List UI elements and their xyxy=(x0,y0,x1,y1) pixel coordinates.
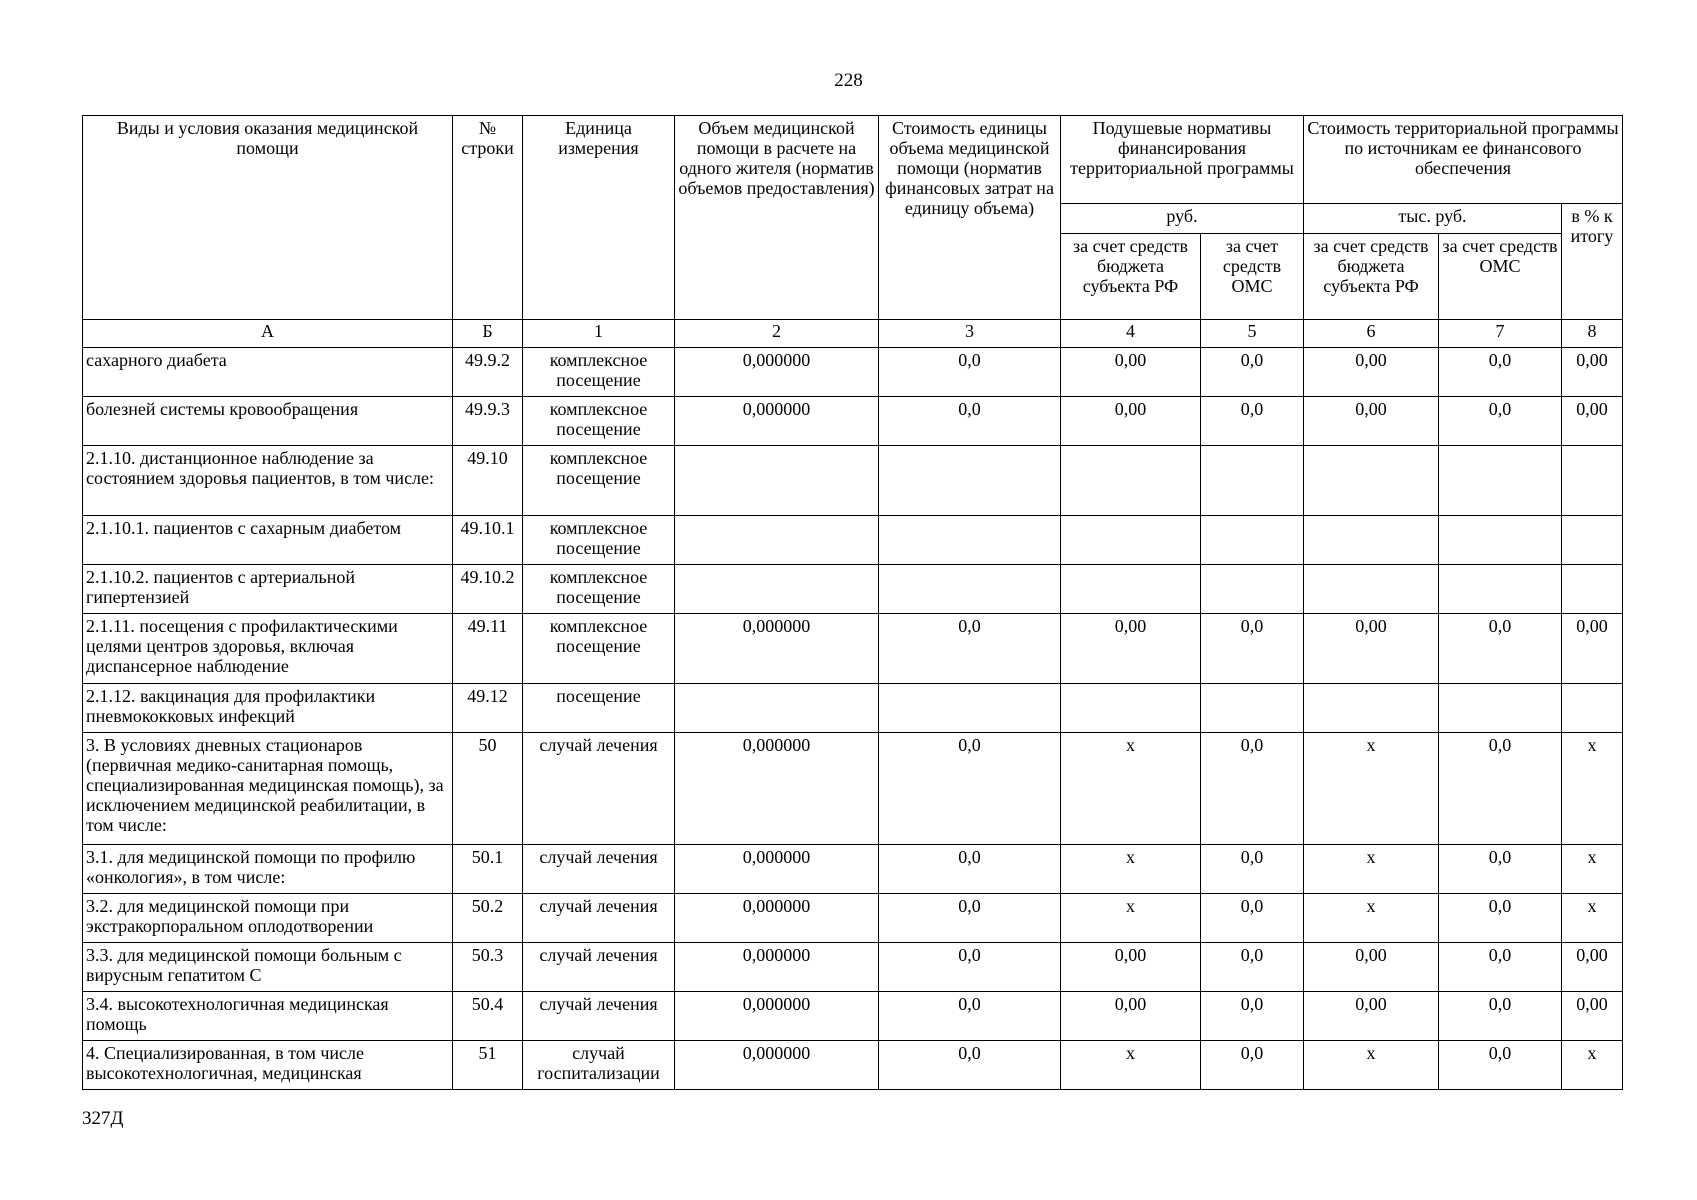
row-name: 3.4. высокотехнологичная медицинская помощь xyxy=(83,992,453,1041)
row-unit-cost: 0,0 xyxy=(879,1041,1061,1090)
row-cost-oms: 0,0 xyxy=(1439,348,1562,397)
row-percent xyxy=(1562,516,1623,565)
row-name: 3.1. для медицинской помощи по профилю «онкология», в том числе: xyxy=(83,845,453,894)
row-code: 49.9.3 xyxy=(453,397,523,446)
row-unit: комплексное посещение xyxy=(523,614,675,684)
table-row xyxy=(83,614,1623,684)
header-col6: за счет средств бюджета субъекта РФ xyxy=(1304,234,1439,320)
row-code: 49.12 xyxy=(453,684,523,733)
row-percent: x xyxy=(1562,733,1623,845)
row-volume: 0,000000 xyxy=(675,733,879,845)
header-col5: за счет средств ОМС xyxy=(1201,234,1304,320)
row-pc-oms: 0,0 xyxy=(1201,397,1304,446)
row-percent xyxy=(1562,565,1623,614)
row-volume: 0,000000 xyxy=(675,1041,879,1090)
row-cost-oms: 0,0 xyxy=(1439,733,1562,845)
row-pc-oms: 0,0 xyxy=(1201,1041,1304,1090)
row-percent: x xyxy=(1562,845,1623,894)
row-code: 49.9.2 xyxy=(453,348,523,397)
header-rub: руб. xyxy=(1061,204,1304,234)
row-pc-budget: 0,00 xyxy=(1061,943,1201,992)
row-pc-budget: x xyxy=(1061,894,1201,943)
row-cost-budget xyxy=(1304,516,1439,565)
row-pc-budget: 0,00 xyxy=(1061,992,1201,1041)
header-unit: Единица измерения xyxy=(523,116,675,320)
row-cost-oms: 0,0 xyxy=(1439,894,1562,943)
row-pc-oms: 0,0 xyxy=(1201,733,1304,845)
row-cost-budget: x xyxy=(1304,845,1439,894)
row-pc-budget xyxy=(1061,565,1201,614)
header-col4: за счет средств бюджета субъекта РФ xyxy=(1061,234,1201,320)
row-cost-budget: 0,00 xyxy=(1304,348,1439,397)
row-cost-budget: 0,00 xyxy=(1304,397,1439,446)
row-volume: 0,000000 xyxy=(675,397,879,446)
row-unit: случай лечения xyxy=(523,845,675,894)
row-cost-oms xyxy=(1439,565,1562,614)
row-code: 50.4 xyxy=(453,992,523,1041)
table-row xyxy=(83,348,1623,397)
row-unit: комплексное посещение xyxy=(523,446,675,516)
row-cost-budget xyxy=(1304,446,1439,516)
row-pc-oms: 0,0 xyxy=(1201,894,1304,943)
row-pc-budget: x xyxy=(1061,845,1201,894)
letter-b: Б xyxy=(453,320,523,348)
document-code: 327Д xyxy=(82,1108,124,1129)
header-volume: Объем медицинской помощи в расчете на одного жителя (норматив объемов предоставления) xyxy=(675,116,879,320)
row-volume: 0,000000 xyxy=(675,348,879,397)
row-unit: комплексное посещение xyxy=(523,348,675,397)
row-cost-oms: 0,0 xyxy=(1439,992,1562,1041)
row-name: 2.1.10.1. пациентов с сахарным диабетом xyxy=(83,516,453,565)
table-row xyxy=(83,845,1623,894)
row-pc-budget: 0,00 xyxy=(1061,397,1201,446)
row-unit: случай лечения xyxy=(523,992,675,1041)
row-cost-budget: 0,00 xyxy=(1304,614,1439,684)
row-cost-budget: 0,00 xyxy=(1304,943,1439,992)
letter-3: 3 xyxy=(879,320,1061,348)
row-unit-cost xyxy=(879,565,1061,614)
row-pc-budget: 0,00 xyxy=(1061,614,1201,684)
table-row xyxy=(83,894,1623,943)
row-code: 49.11 xyxy=(453,614,523,684)
row-cost-budget: 0,00 xyxy=(1304,992,1439,1041)
row-percent: 0,00 xyxy=(1562,348,1623,397)
row-pc-oms: 0,0 xyxy=(1201,614,1304,684)
header-percent: в % к итогу xyxy=(1562,204,1623,320)
row-unit-cost: 0,0 xyxy=(879,943,1061,992)
letter-2: 2 xyxy=(675,320,879,348)
header-kind: Виды и условия оказания медицинской помощи xyxy=(83,116,453,320)
row-name: 2.1.10.2. пациентов с артериальной гипертензией xyxy=(83,565,453,614)
header-program-cost: Стоимость территориальной программы по источникам ее финансового обеспечения xyxy=(1304,116,1623,204)
row-volume xyxy=(675,684,879,733)
row-volume: 0,000000 xyxy=(675,894,879,943)
header-col7: за счет средств ОМС xyxy=(1439,234,1562,320)
row-pc-oms xyxy=(1201,446,1304,516)
page-number: 228 xyxy=(834,70,863,91)
row-pc-budget: 0,00 xyxy=(1061,348,1201,397)
row-code: 50 xyxy=(453,733,523,845)
row-unit: комплексное посещение xyxy=(523,516,675,565)
row-pc-budget xyxy=(1061,446,1201,516)
row-unit-cost xyxy=(879,684,1061,733)
row-unit: посещение xyxy=(523,684,675,733)
row-cost-budget xyxy=(1304,684,1439,733)
row-volume: 0,000000 xyxy=(675,943,879,992)
financing-table xyxy=(82,115,1623,1090)
letter-a: А xyxy=(83,320,453,348)
row-percent: x xyxy=(1562,894,1623,943)
letter-7: 7 xyxy=(1439,320,1562,348)
header-thousand-rub: тыс. руб. xyxy=(1304,204,1562,234)
header-unit-cost: Стоимость единицы объема медицинской помощи (норматив финансовых затрат на единицу объема) xyxy=(879,116,1061,320)
row-pc-oms: 0,0 xyxy=(1201,348,1304,397)
row-code: 50.3 xyxy=(453,943,523,992)
row-pc-budget: x xyxy=(1061,1041,1201,1090)
row-unit-cost: 0,0 xyxy=(879,614,1061,684)
row-code: 50.1 xyxy=(453,845,523,894)
row-name: болезней системы кровообращения xyxy=(83,397,453,446)
letter-1: 1 xyxy=(523,320,675,348)
row-cost-budget: x xyxy=(1304,1041,1439,1090)
row-code: 51 xyxy=(453,1041,523,1090)
table-row xyxy=(83,943,1623,992)
row-unit: случай госпитализации xyxy=(523,1041,675,1090)
row-name: 3.3. для медицинской помощи больным с вирусным гепатитом С xyxy=(83,943,453,992)
row-name: 3. В условиях дневных стационаров (первичная медико-санитарная помощь, специализированная медицинская помощь), за исключением медицинской реабилитации, в том числе: xyxy=(83,733,453,845)
row-unit-cost: 0,0 xyxy=(879,397,1061,446)
row-name: 2.1.12. вакцинация для профилактики пневмококковых инфекций xyxy=(83,684,453,733)
row-pc-budget xyxy=(1061,516,1201,565)
table-row xyxy=(83,733,1623,845)
row-name: сахарного диабета xyxy=(83,348,453,397)
row-cost-oms xyxy=(1439,446,1562,516)
table-row xyxy=(83,992,1623,1041)
row-percent xyxy=(1562,446,1623,516)
letter-4: 4 xyxy=(1061,320,1201,348)
row-cost-oms: 0,0 xyxy=(1439,397,1562,446)
row-cost-oms xyxy=(1439,516,1562,565)
row-name: 3.2. для медицинской помощи при экстракорпоральном оплодотворении xyxy=(83,894,453,943)
row-cost-oms: 0,0 xyxy=(1439,614,1562,684)
row-unit-cost: 0,0 xyxy=(879,894,1061,943)
row-code: 49.10.2 xyxy=(453,565,523,614)
row-cost-budget: x xyxy=(1304,733,1439,845)
row-volume: 0,000000 xyxy=(675,992,879,1041)
table-row xyxy=(83,516,1623,565)
row-percent: 0,00 xyxy=(1562,614,1623,684)
row-cost-oms xyxy=(1439,684,1562,733)
letter-8: 8 xyxy=(1562,320,1623,348)
table-row xyxy=(83,446,1623,516)
row-unit-cost xyxy=(879,516,1061,565)
row-unit-cost: 0,0 xyxy=(879,348,1061,397)
row-volume: 0,000000 xyxy=(675,845,879,894)
table-row xyxy=(83,684,1623,733)
row-pc-oms: 0,0 xyxy=(1201,845,1304,894)
row-volume xyxy=(675,446,879,516)
row-percent: 0,00 xyxy=(1562,992,1623,1041)
header-row-number: № строки xyxy=(453,116,523,320)
row-pc-budget: x xyxy=(1061,733,1201,845)
row-percent: x xyxy=(1562,1041,1623,1090)
letter-5: 5 xyxy=(1201,320,1304,348)
row-name: 2.1.10. дистанционное наблюдение за состоянием здоровья пациентов, в том числе: xyxy=(83,446,453,516)
table-row xyxy=(83,565,1623,614)
row-pc-oms xyxy=(1201,516,1304,565)
row-unit: случай лечения xyxy=(523,894,675,943)
row-cost-budget: x xyxy=(1304,894,1439,943)
column-letters-row xyxy=(83,320,1623,348)
row-percent: 0,00 xyxy=(1562,397,1623,446)
row-name: 2.1.11. посещения с профилактическими целями центров здоровья, включая диспансерное наблюдение xyxy=(83,614,453,684)
letter-6: 6 xyxy=(1304,320,1439,348)
row-unit-cost xyxy=(879,446,1061,516)
row-unit: комплексное посещение xyxy=(523,397,675,446)
row-cost-oms: 0,0 xyxy=(1439,1041,1562,1090)
row-pc-oms: 0,0 xyxy=(1201,943,1304,992)
row-volume xyxy=(675,516,879,565)
row-percent xyxy=(1562,684,1623,733)
row-pc-oms xyxy=(1201,684,1304,733)
row-percent: 0,00 xyxy=(1562,943,1623,992)
row-code: 50.2 xyxy=(453,894,523,943)
row-cost-oms: 0,0 xyxy=(1439,943,1562,992)
row-volume xyxy=(675,565,879,614)
row-unit: случай лечения xyxy=(523,733,675,845)
row-pc-oms xyxy=(1201,565,1304,614)
header-per-capita: Подушевые нормативы финансирования территориальной программы xyxy=(1061,116,1304,204)
table-row xyxy=(83,397,1623,446)
row-unit: комплексное посещение xyxy=(523,565,675,614)
row-unit-cost: 0,0 xyxy=(879,733,1061,845)
row-name: 4. Специализированная, в том числе высокотехнологичная, медицинская xyxy=(83,1041,453,1090)
row-cost-oms: 0,0 xyxy=(1439,845,1562,894)
row-cost-budget xyxy=(1304,565,1439,614)
row-unit: случай лечения xyxy=(523,943,675,992)
row-unit-cost: 0,0 xyxy=(879,845,1061,894)
row-code: 49.10 xyxy=(453,446,523,516)
row-pc-oms: 0,0 xyxy=(1201,992,1304,1041)
row-code: 49.10.1 xyxy=(453,516,523,565)
row-volume: 0,000000 xyxy=(675,614,879,684)
row-pc-budget xyxy=(1061,684,1201,733)
table-row xyxy=(83,1041,1623,1090)
row-unit-cost: 0,0 xyxy=(879,992,1061,1041)
